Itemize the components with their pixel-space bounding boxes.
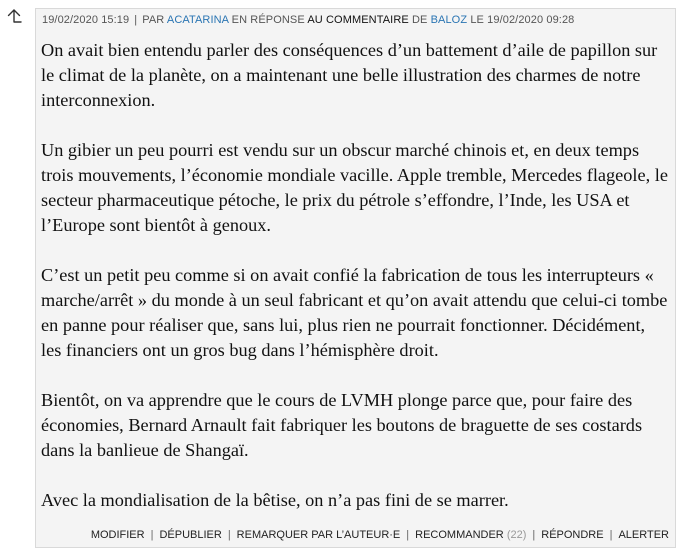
comment-paragraph: On avait bien entendu parler des conséquences d’un battement d’aile de papillon sur le climat de la planète, on a maintenant une belle illustration des charmes de notre interconnexion. xyxy=(41,40,658,110)
comment-paragraph: Avec la mondialisation de la bêtise, on n’a pas fini de se marrer. xyxy=(41,490,509,510)
de-label: DE xyxy=(411,14,428,26)
en-reponse-label: EN RÉPONSE xyxy=(231,14,305,26)
recommander-count: (22) xyxy=(506,529,527,541)
comment-meta xyxy=(42,14,574,26)
author-link[interactable]: ACATARINA xyxy=(166,14,229,26)
par-label: PAR xyxy=(142,14,165,26)
action-separator: | xyxy=(227,529,231,541)
comment-body xyxy=(41,38,669,538)
meta-separator: | xyxy=(134,14,138,26)
comment-card xyxy=(35,8,676,548)
depublier-link[interactable]: DÉPUBLIER xyxy=(159,529,222,541)
comment-date: 19/02/2020 15:19 xyxy=(42,14,130,26)
comment-actions xyxy=(91,529,669,541)
action-separator: | xyxy=(609,529,613,541)
parent-comment-link[interactable]: AU COMMENTAIRE xyxy=(307,14,409,26)
modifier-link[interactable]: MODIFIER xyxy=(90,529,145,541)
comment-paragraph: Bientôt, on va apprendre que le cours de LVMH plonge parce que, pour faire des économies, Bernard Arnault fait fabriquer les boutons de braguette de ses costards dans la banlieue de Shangaï. xyxy=(41,390,643,460)
alerter-link[interactable]: ALERTER xyxy=(618,529,669,541)
parent-date: 19/02/2020 09:28 xyxy=(487,14,575,26)
remarquer-link[interactable]: REMARQUER PAR L’AUTEUR·E xyxy=(236,529,401,541)
recommander-link[interactable]: RECOMMANDER xyxy=(415,529,504,541)
comment-paragraph: Un gibier un peu pourri est vendu sur un obscur marché chinois et, en deux temps trois mouvements, l’économie mondiale vacille. Apple tremble, Mercedes flageole, le secteur pharmaceutique pétoche, le prix du pétrole s’effondre, l’Inde, les USA et l’Europe sont bientôt à genoux. xyxy=(41,140,668,235)
action-separator: | xyxy=(532,529,536,541)
action-separator: | xyxy=(150,529,154,541)
comment-paragraph: C’est un petit peu comme si on avait confié la fabrication de tous les interrupteurs « marche/arrêt » du monde à un seul fabricant et qu’on avait attendu que celui-ci tombe en panne pour réaliser que, sans lui, plus rien ne pourrait fonctionner. Décidément, les financiers ont un gros bug dans l’hémisphère droit. xyxy=(41,265,668,360)
repondre-link[interactable]: RÉPONDRE xyxy=(541,529,604,541)
reply-arrow-icon[interactable] xyxy=(6,8,22,28)
parent-author-link[interactable]: BALOZ xyxy=(430,14,468,26)
le-label: LE xyxy=(470,14,484,26)
action-separator: | xyxy=(406,529,410,541)
